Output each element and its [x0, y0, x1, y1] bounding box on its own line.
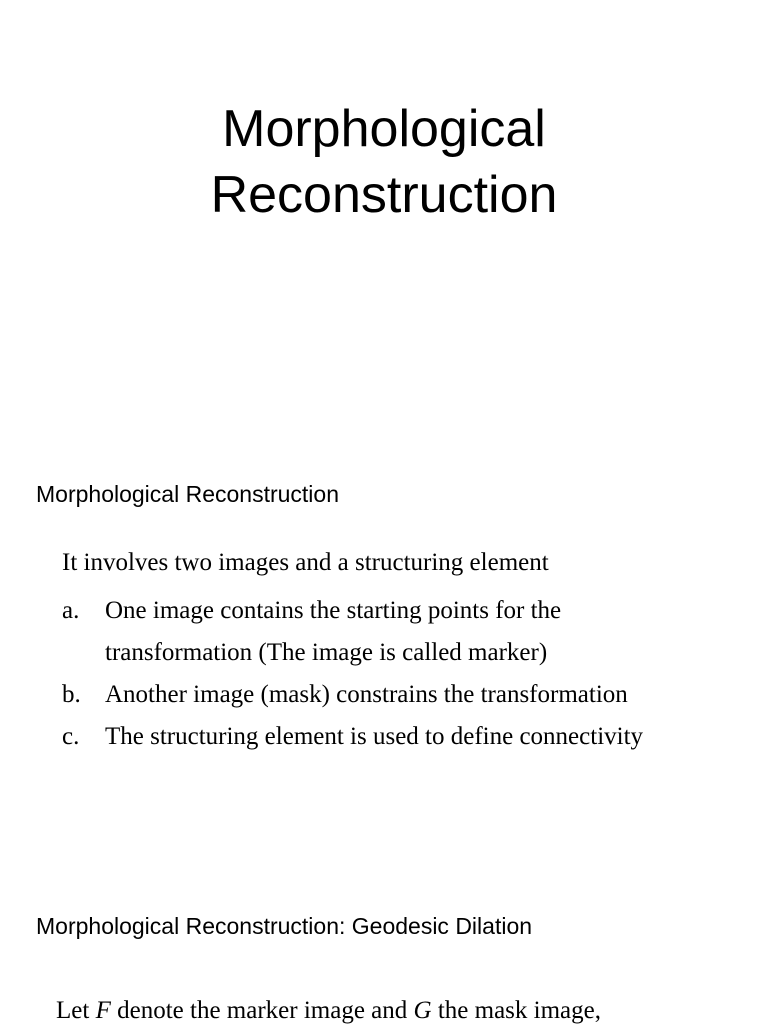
reconstruction-list [62, 590, 643, 758]
section-heading-reconstruction: Morphological Reconstruction [36, 481, 339, 507]
section-heading-geodesic-dilation: Morphological Reconstruction: Geodesic Dilation [36, 913, 533, 939]
list-item-text: Another image (mask) constrains the transformation [105, 681, 628, 708]
definition-text-part: the mask image, [431, 997, 601, 1024]
list-item-text: One image contains the starting points for the [105, 597, 562, 624]
list-item-continuation: transformation (The image is called marker) [105, 639, 548, 666]
list-marker: b. [62, 681, 81, 708]
page-title-line-1: Morphological [222, 100, 546, 158]
geodesic-definition-text [56, 996, 601, 1026]
definition-text-part: denote the marker image and [110, 997, 414, 1024]
list-marker: c. [62, 723, 80, 750]
page-title [0, 96, 768, 228]
list-marker: a. [62, 597, 80, 624]
list-item [62, 674, 643, 716]
list-item-text: The structuring element is used to define connectivity [105, 723, 644, 750]
list-item [62, 716, 643, 758]
definition-text-part: Let [56, 997, 96, 1024]
marker-variable: F [95, 997, 111, 1024]
page-title-line-2: Reconstruction [210, 166, 558, 224]
mask-variable: G [413, 997, 432, 1024]
list-item [62, 590, 643, 674]
intro-text: It involves two images and a structuring element [62, 549, 549, 576]
